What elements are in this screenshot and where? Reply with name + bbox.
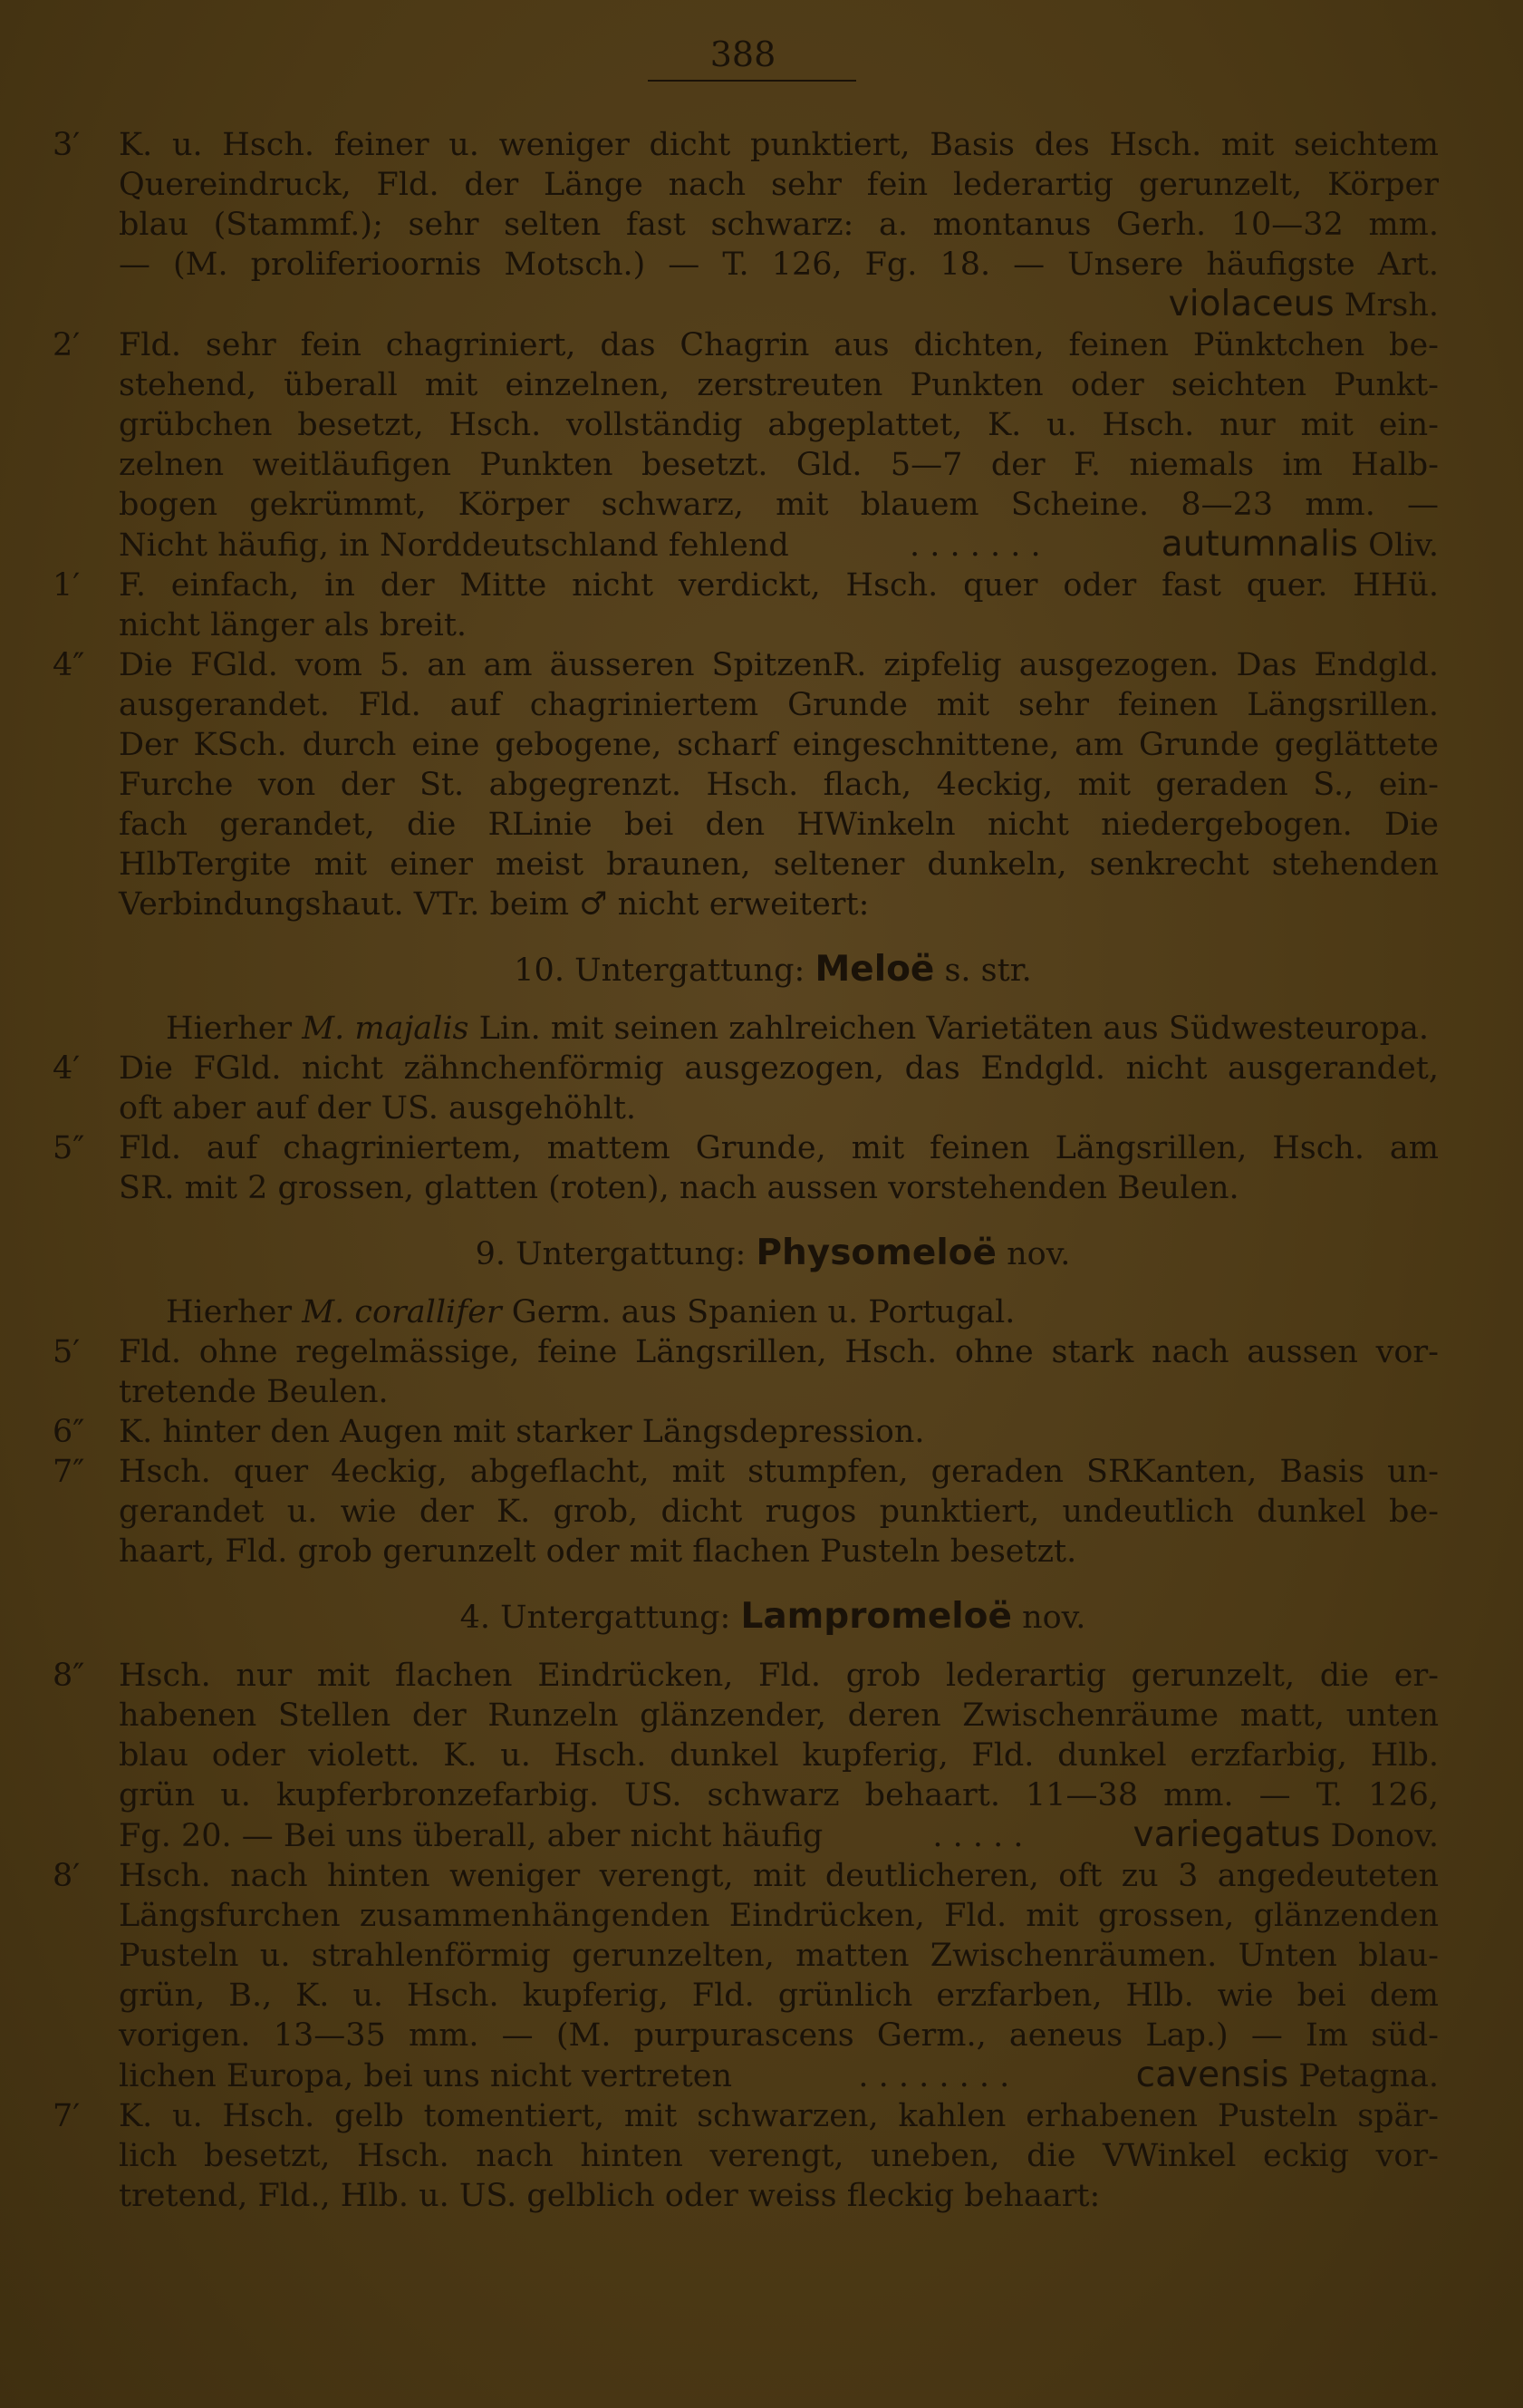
text-line: lichen Europa, bei uns nicht vertreten: [119, 2058, 733, 2094]
text-line: oft aber auf der US. ausgehöhlt.: [119, 1090, 637, 1127]
page-number: 388: [709, 34, 776, 74]
species-author: Petagna.: [1298, 2058, 1439, 2094]
text-line: ausgerandet. Fld. auf chagriniertem Grunde mit sehr feinen Längsrillen.: [119, 687, 1439, 723]
text-line: Fld. ohne regelmässige, feine Längsrillen, Hsch. ohne stark nach aussen vor-: [119, 1334, 1439, 1370]
text-line: tretend, Fld., Hlb. u. US. gelblich oder weiss fleckig behaart:: [119, 2178, 1101, 2214]
leader-dots: . . . . .: [932, 1818, 1024, 1854]
leader-dots: . . . . . . .: [909, 527, 1041, 564]
species-author: Oliv.: [1368, 527, 1439, 564]
text-line: gerandet u. wie der K. grob, dicht rugos punktiert, undeutlich dunkel be-: [119, 1494, 1439, 1530]
subgenus-suffix: nov.: [1007, 1236, 1071, 1272]
species-author: Donov.: [1330, 1818, 1439, 1854]
subgenus-name: Lampromeloë: [740, 1596, 1012, 1637]
text-line: blau oder violett. K. u. Hsch. dunkel kupferig, Fld. dunkel erzfarbig, Hlb.: [119, 1737, 1439, 1774]
key-couplet-4doubleprime: [53, 645, 1439, 924]
couplet-marker: 5″: [53, 1130, 85, 1166]
leader-dots: . . . . . . . .: [858, 2058, 1010, 2094]
couplet-marker: 4″: [53, 647, 85, 683]
text-line: bogen gekrümmt, Körper schwarz, mit blauem Scheine. 8—23 mm. —: [119, 487, 1439, 523]
hierher-text: Lin. mit seinen zahlreichen Varietäten aus Südwesteuropa.: [478, 1011, 1429, 1047]
text-line: Der KSch. durch eine gebogene, scharf eingeschnittene, am Grunde geglättete: [119, 727, 1439, 763]
text-line: zelnen weitläufigen Punkten besetzt. Gld. 5—7 der F. niemals im Halb-: [119, 447, 1439, 483]
text-line: Furche von der St. abgegrenzt. Hsch. flach, 4eckig, mit geraden S., ein-: [119, 767, 1439, 803]
couplet-marker: 8″: [53, 1658, 85, 1694]
couplet-marker: 4′: [53, 1050, 81, 1087]
text-line: stehend, überall mit einzelnen, zerstreuten Punkten oder seichten Punkt-: [119, 367, 1439, 403]
text-line: HlbTergite mit einer meist braunen, seltener dunkeln, senkrecht stehenden: [119, 846, 1439, 883]
hierher-note: [53, 1292, 1439, 1332]
text-line: K. u. Hsch. feiner u. weniger dicht punktiert, Basis des Hsch. mit seichtem: [119, 127, 1439, 163]
couplet-marker: 6″: [53, 1414, 85, 1450]
text-line: grübchen besetzt, Hsch. vollständig abgeplattet, K. u. Hsch. nur mit ein-: [119, 407, 1439, 443]
species-author: Mrsh.: [1344, 287, 1439, 324]
hierher-note: [53, 1009, 1439, 1049]
couplet-marker: 7″: [53, 1454, 85, 1490]
species-name: cavensis: [1135, 2055, 1289, 2095]
hierher-text: Germ. aus Spanien u. Portugal.: [511, 1294, 1016, 1330]
text-line: Pusteln u. strahlenförmig gerunzelten, matten Zwischenräumen. Unten blau-: [119, 1938, 1439, 1974]
species-name: violaceus: [1168, 284, 1335, 324]
subgenus-heading-meloe: [53, 950, 1439, 991]
couplet-marker: 2′: [53, 327, 81, 363]
text-line: habenen Stellen der Runzeln glänzender, deren Zwischenräume matt, unten: [119, 1697, 1439, 1734]
text-line: fach gerandet, die RLinie bei den HWinkeln nicht niedergebogen. Die: [119, 807, 1439, 843]
text-line: grün, B., K. u. Hsch. kupferig, Fld. grünlich erzfarben, Hlb. wie bei dem: [119, 1978, 1439, 2014]
subgenus-heading-lampromeloe: [53, 1597, 1439, 1638]
text-line: K. hinter den Augen mit starker Längsdepression.: [119, 1414, 925, 1450]
text-line: grün u. kupferbronzefarbig. US. schwarz behaart. 11—38 mm. — T. 126,: [119, 1777, 1439, 1813]
text-line: K. u. Hsch. gelb tomentiert, mit schwarzen, kahlen erhabenen Pusteln spär-: [119, 2098, 1439, 2134]
subgenus-number: 9. Untergattung:: [475, 1236, 747, 1272]
couplet-marker: 8′: [53, 1858, 81, 1894]
subgenus-suffix: nov.: [1022, 1600, 1086, 1636]
text-line: Fld. sehr fein chagriniert, das Chagrin aus dichten, feinen Pünktchen be-: [119, 327, 1439, 363]
species-line: [119, 2055, 1439, 2096]
text-line: Längsfurchen zusammenhängenden Eindrücken, Fld. mit grossen, glänzenden: [119, 1898, 1439, 1934]
species-line: [119, 285, 1439, 325]
text-line: Hsch. nur mit flachen Eindrücken, Fld. grob lederartig gerunzelt, die er-: [119, 1658, 1439, 1694]
text-line: F. einfach, in der Mitte nicht verdickt, Hsch. quer oder fast quer. HHü.: [119, 567, 1439, 604]
hierher-label: Hierher: [166, 1294, 293, 1330]
text-line: tretende Beulen.: [119, 1374, 389, 1410]
key-couplet-4prime: [53, 1049, 1439, 1128]
text-line: Quereindruck, Fld. der Länge nach sehr fein lederartig gerunzelt, Körper: [119, 167, 1439, 203]
species-name: variegatus: [1133, 1814, 1321, 1855]
page-body: [53, 125, 1439, 2216]
key-couplet-8doubleprime: [53, 1656, 1439, 1856]
key-couplet-7doubleprime: [53, 1452, 1439, 1571]
subgenus-name: Meloë: [815, 949, 935, 990]
text-line: Hsch. nach hinten weniger verengt, mit deutlicheren, oft zu 3 angedeuteten: [119, 1858, 1439, 1894]
text-line: Fld. auf chagriniertem, mattem Grunde, mit feinen Längsrillen, Hsch. am: [119, 1130, 1439, 1166]
subgenus-number: 10. Untergattung:: [514, 953, 805, 989]
text-line: Fg. 20. — Bei uns überall, aber nicht häufig: [119, 1818, 824, 1854]
species-line: [119, 1815, 1439, 1856]
couplet-marker: 5′: [53, 1334, 81, 1370]
couplet-marker: 1′: [53, 567, 81, 604]
key-couplet-6doubleprime: [53, 1412, 1439, 1452]
subgenus-name: Physomeloë: [756, 1233, 997, 1273]
subgenus-number: 4. Untergattung:: [459, 1600, 731, 1636]
key-couplet-2prime: [53, 325, 1439, 566]
text-line: — (M. proliferioornis Motsch.) — T. 126, Fg. 18. — Unsere häufigste Art.: [119, 247, 1439, 283]
subgenus-suffix: s. str.: [944, 953, 1032, 989]
text-line: lich besetzt, Hsch. nach hinten verengt, uneben, die VWinkel eckig vor-: [119, 2138, 1439, 2174]
species-name: autumnalis: [1161, 524, 1359, 565]
key-couplet-5prime: [53, 1332, 1439, 1412]
text-line: Die FGld. nicht zähnchenförmig ausgezogen, das Endgld. nicht ausgerandet,: [119, 1050, 1439, 1087]
key-couplet-1prime: [53, 566, 1439, 645]
text-line: nicht länger als breit.: [119, 607, 468, 643]
key-couplet-3prime: [53, 125, 1439, 325]
page-number-rule: [648, 80, 856, 82]
text-line: haart, Fld. grob gerunzelt oder mit flachen Pusteln besetzt.: [119, 1533, 1077, 1570]
key-couplet-5doubleprime: [53, 1128, 1439, 1208]
text-line: Verbindungshaut. VTr. beim ♂ nicht erweitert:: [119, 886, 870, 923]
species-ref: M. corallifer: [302, 1294, 502, 1330]
text-line: SR. mit 2 grossen, glatten (roten), nach aussen vorstehenden Beulen.: [119, 1170, 1239, 1206]
species-line: [119, 525, 1439, 566]
key-couplet-8prime: [53, 1856, 1439, 2096]
text-line: vorigen. 13—35 mm. — (M. purpurascens Germ., aeneus Lap.) — Im süd-: [119, 2017, 1439, 2054]
text-line: Hsch. quer 4eckig, abgeflacht, mit stumpfen, geraden SRKanten, Basis un-: [119, 1454, 1439, 1490]
hierher-label: Hierher: [166, 1011, 293, 1047]
species-ref: M. majalis: [302, 1011, 469, 1047]
subgenus-heading-physomeloe: [53, 1233, 1439, 1274]
couplet-marker: 7′: [53, 2098, 81, 2134]
couplet-marker: 3′: [53, 127, 81, 163]
text-line: blau (Stammf.); sehr selten fast schwarz: a. montanus Gerh. 10—32 mm.: [119, 207, 1439, 243]
text-line: Nicht häufig, in Norddeutschland fehlend: [119, 527, 789, 564]
key-couplet-7prime: [53, 2096, 1439, 2216]
text-line: Die FGld. vom 5. an am äusseren SpitzenR. zipfelig ausgezogen. Das Endgld.: [119, 647, 1439, 683]
